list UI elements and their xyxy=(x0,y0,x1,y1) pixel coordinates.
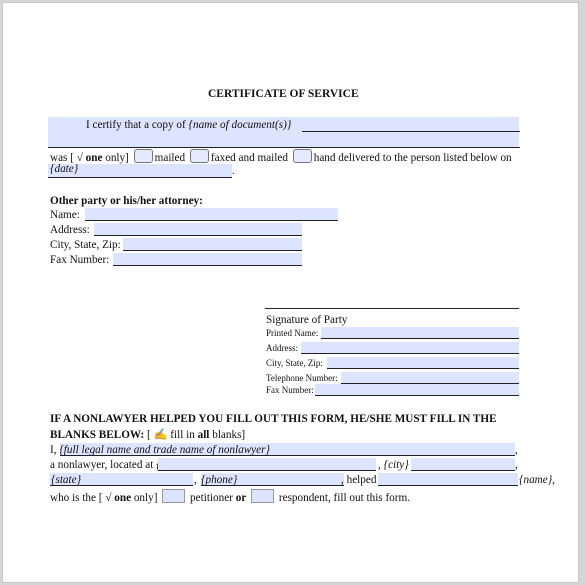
street-underline xyxy=(158,470,376,471)
other-city-field[interactable] xyxy=(123,238,302,250)
city-underline xyxy=(411,470,515,471)
located-text: a nonlawyer, located at xyxy=(50,459,154,471)
sig-telephone-label: Telephone Number: xyxy=(266,373,338,383)
street-field[interactable] xyxy=(158,458,376,470)
state-placeholder: {state} xyxy=(51,474,82,486)
blanks-close: blanks] xyxy=(212,429,246,441)
who-is-line xyxy=(50,489,410,504)
fill-in-text: fill in xyxy=(170,429,195,441)
document-page xyxy=(2,2,579,583)
phone-underline xyxy=(201,485,344,486)
certify-prefix: I certify that a copy of xyxy=(86,119,186,131)
who-is-prefix: who is the [ xyxy=(50,492,103,504)
sig-fax-underline xyxy=(315,395,519,396)
state-comma: , xyxy=(194,474,197,486)
nonlawyer-heading-1: IF A NONLAWYER HELPED YOU FILL OUT THIS FORM, HE/SHE MUST FILL IN THE xyxy=(50,413,497,425)
certify-line xyxy=(86,119,291,131)
comma-1: , xyxy=(378,459,381,471)
signature-line xyxy=(265,308,519,309)
date-period: . xyxy=(232,165,235,177)
petitioner-checkbox[interactable] xyxy=(162,489,185,503)
name-placeholder: {name}, xyxy=(519,474,555,486)
other-address-underline xyxy=(94,235,302,236)
printed-name-underline xyxy=(321,338,519,339)
was-prefix: was [ xyxy=(50,152,74,164)
helped-name-field[interactable] xyxy=(378,473,518,485)
city-comma: , xyxy=(515,459,518,471)
sig-fax-field[interactable] xyxy=(315,384,519,395)
date-underline xyxy=(48,177,232,178)
faxed-mailed-checkbox[interactable] xyxy=(190,149,209,163)
signature-label: Signature of Party xyxy=(266,314,348,326)
only-close: only] xyxy=(105,152,129,164)
other-party-heading: Other party or his/her attorney: xyxy=(50,195,203,207)
other-name-underline xyxy=(85,220,338,221)
nonlawyer-heading-2 xyxy=(50,428,245,441)
city-field[interactable] xyxy=(411,458,515,470)
who-one-word: one xyxy=(114,492,132,504)
other-name-field[interactable] xyxy=(85,208,338,220)
other-city-underline xyxy=(123,250,302,251)
respondent-label: respondent, fill out this form. xyxy=(278,492,411,504)
street-comma xyxy=(378,459,409,471)
hand-delivered-checkbox[interactable] xyxy=(293,149,312,163)
date-placeholder: {date} xyxy=(50,163,79,175)
printed-name-field[interactable] xyxy=(321,327,519,338)
petitioner-label: petitioner xyxy=(190,492,233,504)
check-mark-icon: √ xyxy=(76,152,83,164)
other-city-label: City, State, Zip: xyxy=(50,239,121,251)
pencil-icon: ✍ xyxy=(153,429,168,441)
sig-city-underline xyxy=(327,368,519,369)
other-fax-label: Fax Number: xyxy=(50,254,110,266)
mailed-label: mailed xyxy=(154,152,186,164)
document-placeholder: {name of document(s)} xyxy=(188,119,292,131)
sig-address-label: Address: xyxy=(266,343,298,353)
sig-city-label: City, State, Zip: xyxy=(266,358,323,368)
name-comma: , xyxy=(515,444,518,456)
document-underline-2 xyxy=(48,147,520,148)
other-fax-field[interactable] xyxy=(113,253,302,265)
helped-name-underline xyxy=(378,485,518,486)
other-address-field[interactable] xyxy=(94,223,302,235)
who-only-close: only] xyxy=(133,492,158,504)
or-word: or xyxy=(235,492,247,504)
nonlawyer-name-underline xyxy=(60,455,515,456)
blanks-below-label: BLANKS BELOW: xyxy=(50,429,145,441)
respondent-checkbox[interactable] xyxy=(251,489,274,503)
bracket-open: [ xyxy=(146,429,151,441)
printed-name-label: Printed Name: xyxy=(266,328,319,338)
other-address-label: Address: xyxy=(50,224,90,236)
who-check-mark-icon: √ xyxy=(105,492,112,504)
helped-text: , helped xyxy=(341,474,377,486)
sig-fax-label: Fax Number: xyxy=(266,385,314,395)
sig-address-field[interactable] xyxy=(301,342,519,353)
sig-city-field[interactable] xyxy=(327,357,519,368)
phone-placeholder: {phone} xyxy=(201,474,238,486)
sig-address-underline xyxy=(301,353,519,354)
page-title: CERTIFICATE OF SERVICE xyxy=(208,88,359,100)
all-word: all xyxy=(197,429,210,441)
faxed-mailed-label: faxed and mailed xyxy=(210,152,288,164)
one-word: one xyxy=(85,152,103,164)
full-name-placeholder: {full legal name and trade name of nonlawyer} xyxy=(59,444,270,456)
document-underline xyxy=(302,131,520,132)
sig-telephone-field[interactable] xyxy=(341,372,519,383)
state-underline xyxy=(50,485,193,486)
other-fax-underline xyxy=(113,265,302,266)
city-placeholder: {city} xyxy=(383,459,409,471)
mailed-checkbox[interactable] xyxy=(134,149,153,163)
hand-delivered-label: hand delivered to the person listed below on xyxy=(313,152,512,164)
i-prefix: I, xyxy=(50,444,57,456)
delivery-method-line xyxy=(50,149,512,164)
other-name-label: Name: xyxy=(50,209,80,221)
